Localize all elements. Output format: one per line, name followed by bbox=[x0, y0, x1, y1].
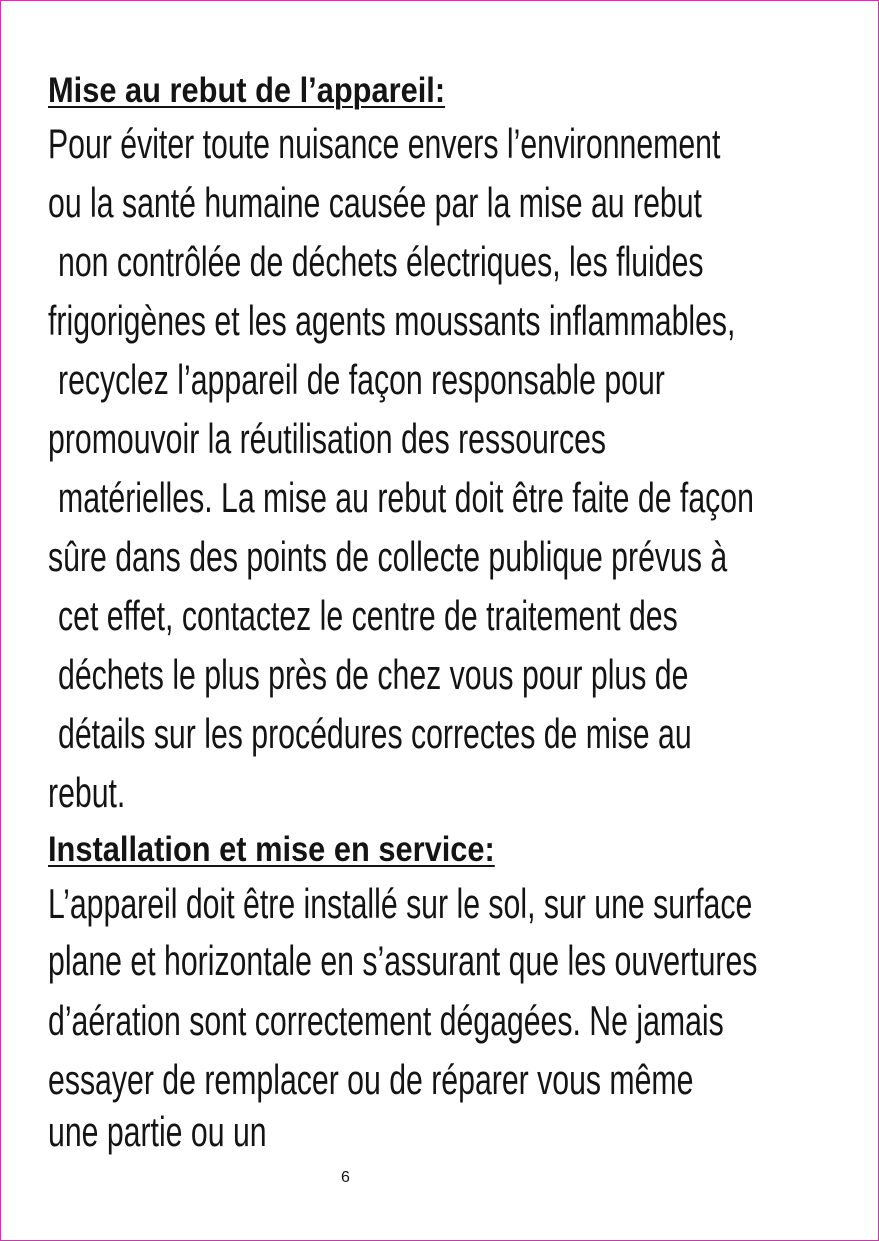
disposal-heading: Mise au rebut de l’appareil: bbox=[48, 71, 446, 110]
disposal-text-line: détails sur les procédures correctes de mise au bbox=[58, 710, 692, 757]
disposal-text-line: matérielles. La mise au rebut doit être faite de façon bbox=[58, 474, 754, 521]
disposal-text-line: recyclez l’appareil de façon responsable pour bbox=[58, 356, 665, 403]
installation-text-line: d’aération sont correctement dégagées. Ne jamais bbox=[48, 997, 724, 1044]
disposal-text-line: sûre dans des points de collecte publique prévus à bbox=[48, 533, 728, 580]
disposal-text-line: cet effet, contactez le centre de traitement des bbox=[58, 592, 678, 639]
disposal-text-line: Pour éviter toute nuisance envers l’environnement bbox=[48, 120, 721, 167]
installation-heading: Installation et mise en service: bbox=[48, 830, 495, 869]
disposal-text-line: frigorigènes et les agents moussants inflammables, bbox=[48, 297, 736, 344]
disposal-text-line: non contrôlée de déchets électriques, les fluides bbox=[58, 238, 704, 285]
disposal-text-line: déchets le plus près de chez vous pour plus de bbox=[58, 651, 689, 698]
installation-text-line: essayer de remplacer ou de réparer vous même bbox=[48, 1056, 694, 1103]
installation-text-line: L’appareil doit être installé sur le sol, sur une surface bbox=[48, 880, 753, 927]
disposal-text-line: promouvoir la réutilisation des ressources bbox=[48, 415, 607, 462]
disposal-text-line: ou la santé humaine causée par la mise au rebut bbox=[48, 179, 702, 226]
page-number: 6 bbox=[341, 1169, 350, 1186]
installation-text-line: plane et horizontale en s’assurant que les ouvertures bbox=[48, 937, 758, 984]
disposal-text-line: rebut. bbox=[48, 769, 126, 816]
installation-text-line: une partie ou un bbox=[48, 1108, 267, 1155]
